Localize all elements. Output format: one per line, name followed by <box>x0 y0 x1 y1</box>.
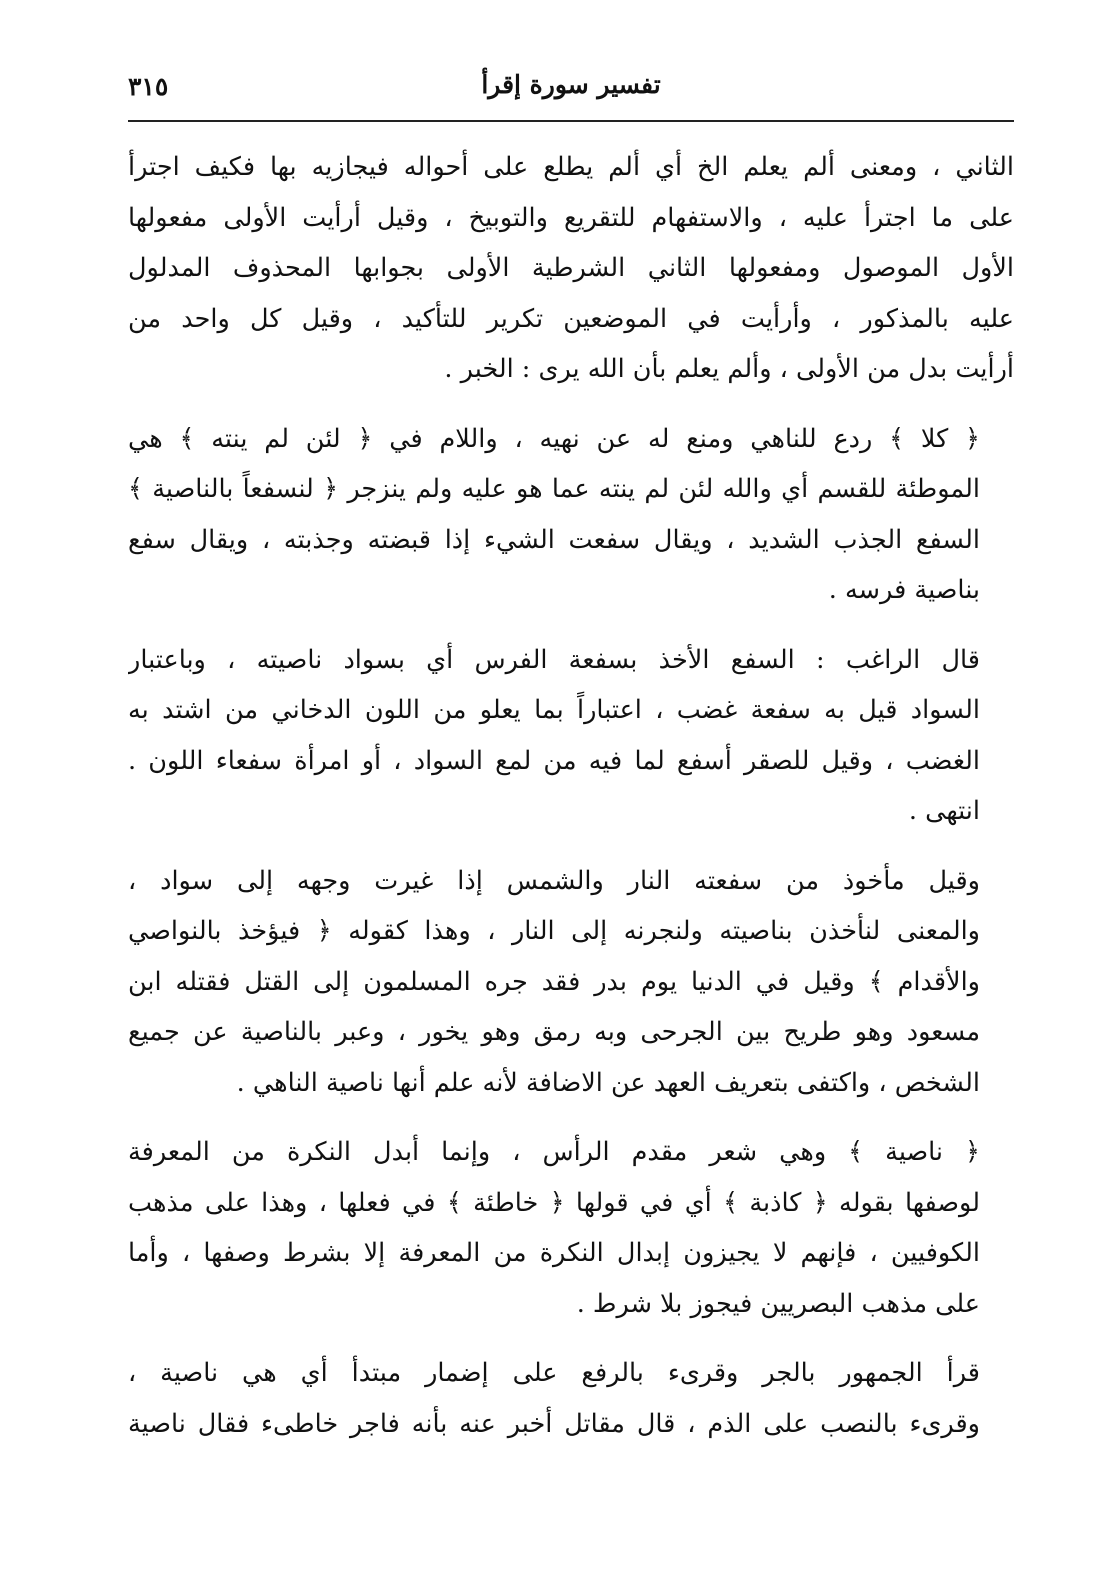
text-line: انتهى . <box>908 796 980 826</box>
text-line: الموطئة للقسم أي والله لئن لم ينته عما هو عليه ولم ينزجر ﴿ لنسفعاً بالناصية ﴾ <box>128 474 980 504</box>
header-rule <box>128 120 1014 122</box>
text-line: والأقدام ﴾ وقيل في الدنيا يوم بدر فقد جره المسلمون إلى القتل فقتله ابن <box>128 966 980 997</box>
paragraph-2 <box>128 414 1014 616</box>
text-line: لوصفها بقوله ﴿ كاذبة ﴾ أي في قولها ﴿ خاطئة ﴾ في فعلها ، وهذا على مذهب <box>128 1187 980 1218</box>
paragraph-3 <box>128 635 1014 837</box>
text-line: قرأ الجمهور بالجر وقرىء بالرفع على إضمار مبتدأ أي هي ناصية ، <box>128 1358 980 1388</box>
text-line: ﴿ كلا ﴾ ردع للناهي ومنع له عن نهيه ، واللام في ﴿ لئن لم ينته ﴾ هي <box>128 423 980 454</box>
text-line: قال الراغب : السفع الأخذ بسفعة الفرس أي بسواد ناصيته ، وباعتبار <box>128 644 980 675</box>
text-line: على ما اجترأ عليه ، والاستفهام للتقريع والتوبيخ ، وقيل أرأيت الأولى مفعولها <box>128 202 1014 233</box>
text-line: بناصية فرسه . <box>828 575 980 605</box>
text-line: والمعنى لنأخذن بناصيته ولنجرنه إلى النار ، وهذا كقوله ﴿ فيؤخذ بالنواصي <box>128 916 980 946</box>
text-line: عليه بالمذكور ، وأرأيت في الموضعين تكرير للتأكيد ، وقيل كل واحد من <box>128 303 1014 334</box>
text-line: الأول الموصول ومفعولها الثاني الشرطية الأولى بجوابها المحذوف المدلول <box>128 253 1014 283</box>
page-number: ٣١٥ <box>128 72 169 101</box>
text-line: الشخص ، واكتفى بتعريف العهد عن الاضافة لأنه علم أنها ناصية الناهي . <box>236 1067 980 1098</box>
page-header <box>128 70 1014 120</box>
paragraph-4 <box>128 856 1014 1109</box>
text-line: وقرىء بالنصب على الذم ، قال مقاتل أخبر عنه بأنه فاجر خاطىء فقال ناصية <box>128 1408 980 1439</box>
text-line: الكوفيين ، فإنهم لا يجيزون إبدال النكرة من المعرفة إلا بشرط وصفها ، وأما <box>128 1238 980 1268</box>
text-line: الثاني ، ومعنى ألم يعلم الخ أي ألم يطلع على أحواله فيجازيه بها فكيف اجترأ <box>128 152 1014 182</box>
running-title: تفسير سورة إقرأ <box>481 70 661 99</box>
text-line: على مذهب البصريين فيجوز بلا شرط . <box>576 1288 980 1319</box>
text-line: مسعود وهو طريح بين الجرحى وبه رمق وهو يخور ، وعبر بالناصية عن جميع <box>128 1017 980 1047</box>
text-line: الغضب ، وقيل للصقر أسفع لما فيه من لمع السواد ، أو امرأة سفعاء اللون . <box>128 745 980 776</box>
text-line: السواد قيل به سفعة غضب ، اعتباراً بما يعلو من اللون الدخاني من اشتد به <box>128 695 980 725</box>
text-line: وقيل مأخوذ من سفعته النار والشمس إذا غيرت وجهه إلى سواد ، <box>128 865 980 896</box>
paragraph-6 <box>128 1348 1014 1449</box>
body-text <box>128 142 1014 1468</box>
paragraph-1 <box>128 142 1014 395</box>
text-line: السفع الجذب الشديد ، ويقال سفعت الشيء إذا قبضته وجذبته ، ويقال سفع <box>128 524 980 555</box>
text-line: ﴿ ناصية ﴾ وهي شعر مقدم الرأس ، وإنما أبدل النكرة من المعرفة <box>128 1137 980 1167</box>
text-line: أرأيت بدل من الأولى ، وألم يعلم بأن الله يرى : الخبر . <box>444 354 1014 384</box>
paragraph-5 <box>128 1127 1014 1329</box>
